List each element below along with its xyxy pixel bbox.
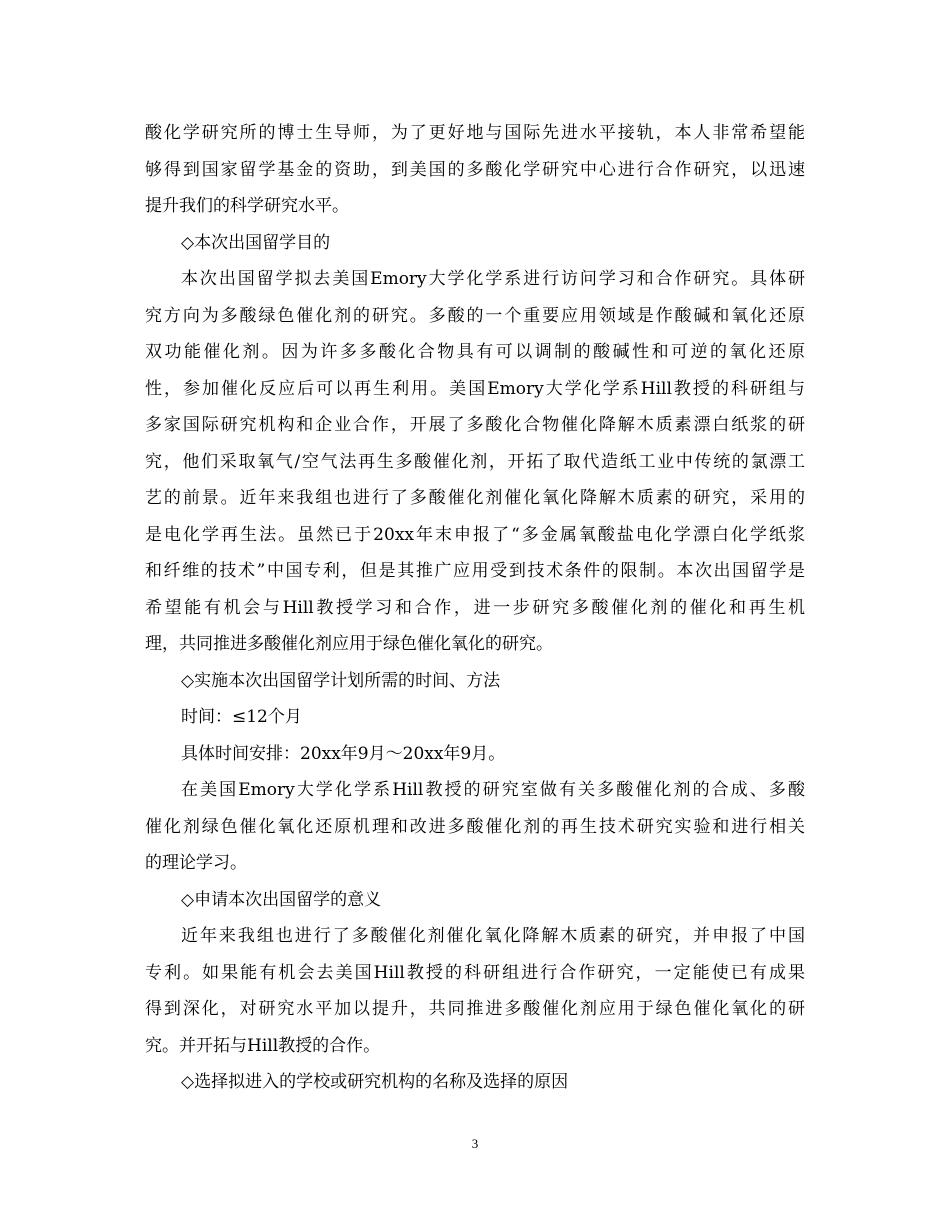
text-line: 得到深化，对研究水平加以提升，共同推进多酸催化剂应用于绿色催化氧化的研 xyxy=(145,999,805,1019)
paragraph-schedule: 具体时间安排：20xx年9月～20xx年9月。 xyxy=(181,743,506,764)
text-line: 专利。如果能有机会去美国Hill教授的科研组进行合作研究，一定能使已有成果 xyxy=(145,962,805,983)
text-line: 多家国际研究机构和企业合作，开展了多酸化合物催化降解木质素漂白纸浆的研 xyxy=(145,415,805,435)
paragraph-time: 时间：≤12个月 xyxy=(181,707,302,727)
section-heading-time-method: ◇实施本次出国留学计划所需的时间、方法 xyxy=(181,670,501,691)
text-line: 双功能催化剂。因为许多多酸化合物具有可以调制的酸碱性和可逆的氧化还原 xyxy=(145,342,805,362)
text-line: 催化剂绿色催化氧化还原机理和改进多酸催化剂的再生技术研究实验和进行相关 xyxy=(145,816,805,837)
text-line: 的理论学习。 xyxy=(145,853,247,873)
paragraph-significance xyxy=(145,918,805,1064)
paragraph-intro-continued xyxy=(145,115,805,225)
text-line: 究。并开拓与Hill教授的合作。 xyxy=(145,1035,381,1056)
text-line: 希望能有机会与Hill教授学习和合作，进一步研究多酸催化剂的催化和再生机 xyxy=(145,597,805,618)
paragraph-method xyxy=(145,772,805,882)
text-line: 性，参加催化反应后可以再生利用。美国Emory大学化学系Hill教授的科研组与 xyxy=(145,378,805,399)
text-line: 够得到国家留学基金的资助，到美国的多酸化学研究中心进行合作研究，以迅速 xyxy=(145,159,805,180)
text-line: 是电化学再生法。虽然已于20xx年末申报了“多金属氧酸盐电化学漂白化学纸浆 xyxy=(145,524,805,545)
text-line: 近年来我组也进行了多酸催化剂催化氧化降解木质素的研究，并申报了中国 xyxy=(181,926,805,946)
text-line: 和纤维的技术”中国专利，但是其推广应用受到技术条件的限制。本次出国留学是 xyxy=(145,561,805,581)
section-heading-purpose: ◇本次出国留学目的 xyxy=(181,232,331,253)
paragraph-purpose xyxy=(145,261,805,663)
text-line: 提升我们的科学研究水平。 xyxy=(145,196,349,216)
text-line: 究方向为多酸绿色催化剂的研究。多酸的一个重要应用领域是作酸碱和氧化还原 xyxy=(145,305,805,326)
text-line: 理，共同推进多酸催化剂应用于绿色催化氧化的研究。 xyxy=(145,634,553,654)
text-line: 艺的前景。近年来我组也进行了多酸催化剂催化氧化降解木质素的研究，采用的 xyxy=(145,488,805,508)
body-text xyxy=(145,115,805,1101)
page-number: 3 xyxy=(471,1136,479,1151)
text-line: 本次出国留学拟去美国Emory大学化学系进行访问学习和合作研究。具体研 xyxy=(181,269,805,289)
section-heading-significance: ◇申请本次出国留学的意义 xyxy=(181,889,382,910)
section-heading-institution: ◇选择拟进入的学校或研究机构的名称及选择的原因 xyxy=(181,1072,569,1092)
text-line: 在美国Emory大学化学系Hill教授的研究室做有关多酸催化剂的合成、多酸 xyxy=(181,780,805,800)
text-line: 究，他们采取氧气/空气法再生多酸催化剂，开拓了取代造纸工业中传统的氯漂工 xyxy=(145,451,805,472)
text-line: 酸化学研究所的博士生导师，为了更好地与国际先进水平接轨，本人非常希望能 xyxy=(145,123,805,143)
